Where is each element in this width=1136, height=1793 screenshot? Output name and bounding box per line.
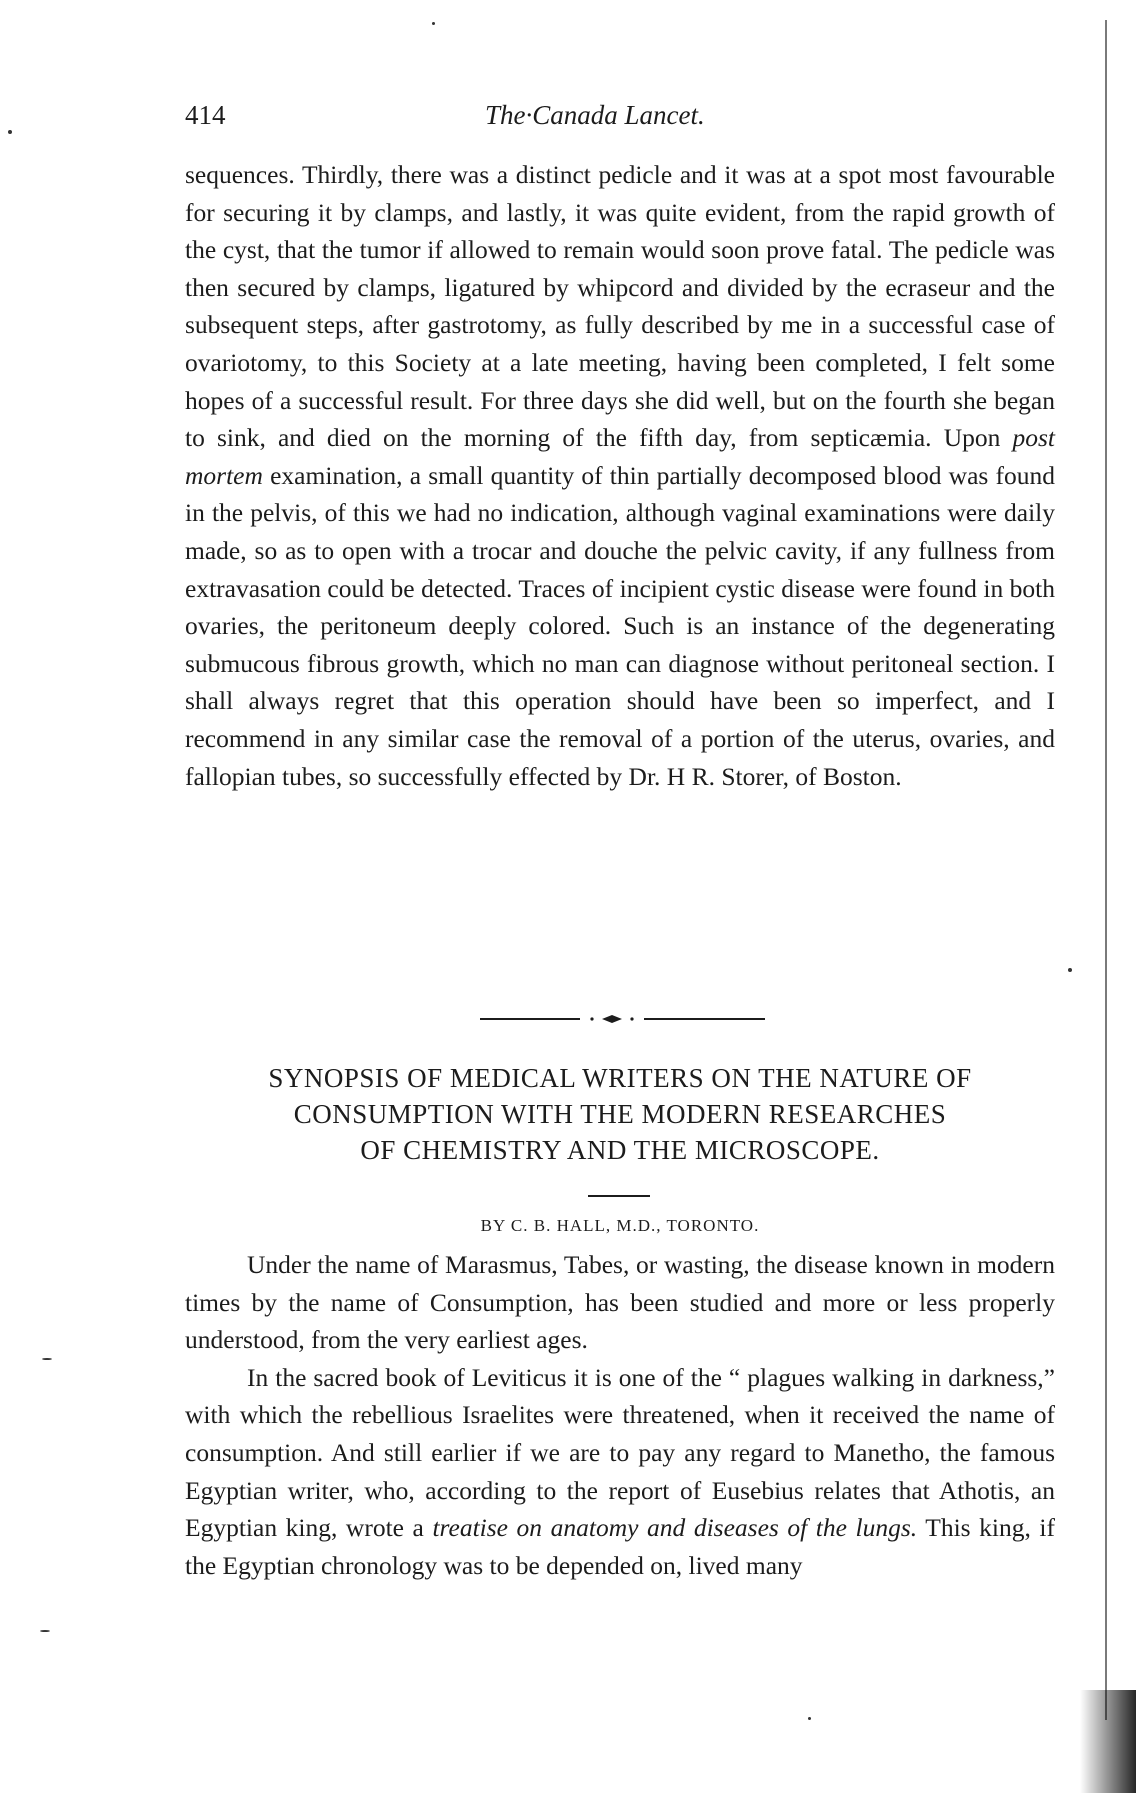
paragraph-text-start: In the sacred book of Leviticus it is one of the “ plagues walking in darkness,” with which the rebellious Israelites were threatened, when it received the name of consumption. And still earlier if we are to pay any regard to Manetho, the famous Egyptian writer, who, according to the report of Eusebius relates that Athotis, an Egyptian king, wrote a bbox=[185, 1362, 1055, 1543]
scan-speck bbox=[432, 22, 435, 25]
page-edge-line bbox=[1105, 20, 1107, 1720]
page-number: 414 bbox=[185, 100, 226, 130]
continued-paragraph bbox=[185, 156, 1055, 795]
article-body bbox=[185, 1246, 1055, 1584]
italic-phrase: treatise on anatomy and diseases of the lungs. bbox=[432, 1513, 918, 1543]
paragraph-text-end: examination, a small quantity of thin partially decomposed blood was found in the pelvis, of this we had no indication, although vaginal examinations were daily made, so as to open with a trocar and douche the pelvic cavity, if any fullness from extravasation could be detected. Traces of incipient cystic disease were found in both ovaries, the peritoneum deeply colored. Such is an instance of the degenerating submucous fibrous growth, which no man can diagnose without peritoneal section. I shall always regret that this operation should have been so imperfect, and I recommend in any similar case the removal of a portion of the uterus, ovaries, and fallopian tubes, so successfully effected by Dr. H R. Storer, of Boston. bbox=[185, 460, 1055, 791]
journal-title: The·Canada Lancet. bbox=[485, 100, 705, 130]
author-byline: BY C. B. HALL, M.D., TORONTO. bbox=[480, 1216, 760, 1235]
body-paragraph bbox=[185, 1359, 1055, 1585]
body-paragraph: Under the name of Marasmus, Tabes, or wasting, the disease known in modern times by the name of Consumption, has been studied and more or less properly understood, from the very earliest ages. bbox=[185, 1250, 1055, 1355]
scan-speck bbox=[40, 1630, 50, 1632]
scan-speck bbox=[1068, 968, 1072, 972]
italic-phrase: post mortem bbox=[185, 423, 1056, 490]
section-divider-ornament bbox=[480, 1013, 765, 1025]
title-rule bbox=[588, 1195, 650, 1197]
article-title-line: SYNOPSIS OF MEDICAL WRITERS ON THE NATURE OF bbox=[268, 1063, 972, 1093]
scan-speck bbox=[808, 1717, 811, 1720]
article-title-line: CONSUMPTION WITH THE MODERN RESEARCHES bbox=[293, 1099, 947, 1129]
page-edge-shadow bbox=[1080, 1690, 1136, 1793]
scan-speck bbox=[8, 130, 12, 134]
scan-speck bbox=[42, 1358, 52, 1360]
article-title-line: OF CHEMISTRY AND THE MICROSCOPE. bbox=[360, 1135, 880, 1165]
paragraph-text-end: This king, if the Egyptian chronology was to be depended on, lived many bbox=[185, 1513, 1056, 1580]
article-title bbox=[185, 1060, 1055, 1168]
continued-article-text bbox=[185, 156, 1055, 795]
paragraph-text-start: sequences. Thirdly, there was a distinct pedicle and it was at a spot most favourable for securing it by clamps, and lastly, it was quite evident, from the rapid growth of the cyst, that the tumor if allowed to remain would soon prove fatal. The pedicle was then secured by clamps, ligatured by whipcord and divided by the ecraseur and the subsequent steps, after gastrotomy, as fully described by me in a successful case of ovariotomy, to this Society at a late meeting, having been completed, I felt some hopes of a successful result. For three days she did well, but on the fourth she began to sink, and died on the morning of the fifth day, from septicæmia. Upon bbox=[185, 160, 1055, 453]
running-head bbox=[185, 100, 1060, 140]
